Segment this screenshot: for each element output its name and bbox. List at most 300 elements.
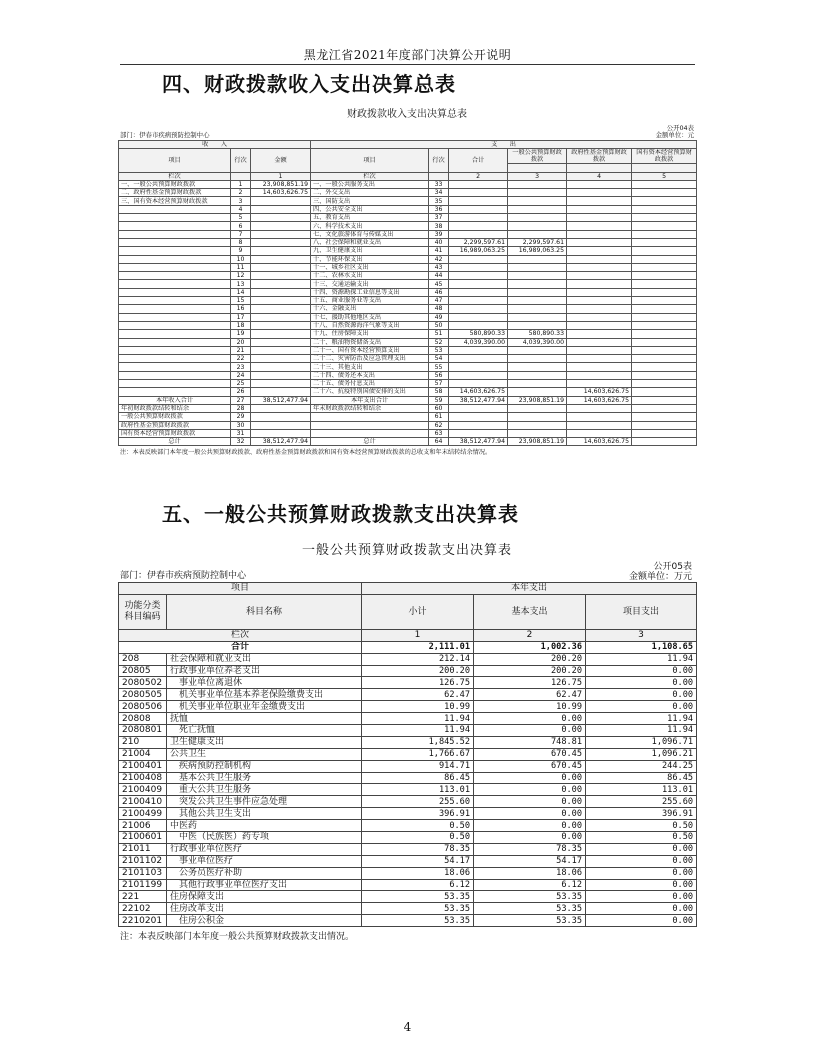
table-row xyxy=(119,214,697,222)
table-row xyxy=(119,879,697,891)
table-cell xyxy=(508,313,567,321)
table-cell: 死亡抚恤 xyxy=(167,725,362,737)
table-4-unit: 金额单位：元 xyxy=(655,131,694,139)
table-cell xyxy=(119,230,231,238)
table-4-dept: 部门：伊春市疾病预防控制中心 xyxy=(120,131,210,139)
col-name: 科目名称 xyxy=(167,594,362,629)
table-cell: 0.50 xyxy=(362,832,474,844)
table-cell: 59 xyxy=(429,396,449,404)
table-cell: 7 xyxy=(231,230,251,238)
table-row xyxy=(119,653,697,665)
table-cell: 中医（民族医）药专项 xyxy=(167,832,362,844)
table-cell xyxy=(632,263,697,271)
table-cell xyxy=(632,371,697,379)
table-cell: 2,299,597.61 xyxy=(508,238,567,246)
table-cell: 53.35 xyxy=(474,891,586,903)
table-cell: 200.20 xyxy=(474,665,586,677)
table-cell: 2100499 xyxy=(119,808,167,820)
table-cell: 55 xyxy=(429,363,449,371)
table-cell xyxy=(567,180,632,188)
table-cell xyxy=(251,280,311,288)
table-row xyxy=(119,355,697,363)
table-cell: 38,512,477.94 xyxy=(251,438,311,446)
table-row xyxy=(119,903,697,915)
table-cell xyxy=(567,272,632,280)
table-cell: 62.47 xyxy=(362,689,474,701)
col-total: 合计 xyxy=(449,149,508,172)
table-cell: 48 xyxy=(429,305,449,313)
table-cell: 二十二、灾害防治及应急管理支出 xyxy=(311,355,429,363)
table-cell xyxy=(449,313,508,321)
table-cell: 二十一、国有资本经营预算支出 xyxy=(311,346,429,354)
table-cell xyxy=(632,338,697,346)
table-cell: 47 xyxy=(429,297,449,305)
table-cell xyxy=(311,413,429,421)
table-cell: 23,908,851.19 xyxy=(508,396,567,404)
table-cell xyxy=(119,338,231,346)
idx5-3: 3 xyxy=(586,629,697,641)
table-cell: 22102 xyxy=(119,903,167,915)
table-cell: 卫生健康支出 xyxy=(167,736,362,748)
table-cell: 七、文化旅游体育与传媒支出 xyxy=(311,230,429,238)
table-cell: 十二、农林水支出 xyxy=(311,272,429,280)
table-cell: 14,603,626.75 xyxy=(567,396,632,404)
table-cell: 0.00 xyxy=(474,832,586,844)
table-cell: 24 xyxy=(231,371,251,379)
table-cell xyxy=(508,404,567,412)
table-cell xyxy=(508,346,567,354)
table-row xyxy=(119,321,697,329)
table-row xyxy=(119,772,697,784)
table-5-group-header xyxy=(119,583,697,595)
table-cell: 六、科学技术支出 xyxy=(311,222,429,230)
table-cell: 44 xyxy=(429,272,449,280)
table-cell: 22 xyxy=(231,355,251,363)
table-cell: 86.45 xyxy=(362,772,474,784)
table-cell: 36 xyxy=(429,205,449,213)
table-cell: 29 xyxy=(231,413,251,421)
table-cell: 2210201 xyxy=(119,915,167,927)
table-cell xyxy=(119,330,231,338)
col-subtotal: 小计 xyxy=(362,594,474,629)
table-5-meta xyxy=(118,562,696,582)
table-4-group-header xyxy=(119,141,697,149)
table-cell: 20805 xyxy=(119,665,167,677)
table-cell: 0.00 xyxy=(586,855,697,867)
idx-5: 5 xyxy=(632,172,697,180)
table-cell: 1,845.52 xyxy=(362,736,474,748)
table-cell xyxy=(119,222,231,230)
table-cell xyxy=(567,404,632,412)
table-cell xyxy=(632,321,697,329)
table-cell xyxy=(251,305,311,313)
table-cell: 0.50 xyxy=(586,820,697,832)
table-cell: 0.00 xyxy=(474,725,586,737)
section-5-title: 五、一般公共预算财政拨款支出决算表 xyxy=(162,502,519,526)
table-cell xyxy=(119,205,231,213)
table-cell: 2100409 xyxy=(119,784,167,796)
table-cell: 二十、粮油物资储备支出 xyxy=(311,338,429,346)
col-line-expense: 行次 xyxy=(429,149,449,172)
table-cell xyxy=(508,305,567,313)
idx-2: 2 xyxy=(449,172,508,180)
table-cell: 2080506 xyxy=(119,701,167,713)
table-4 xyxy=(118,140,697,446)
table-cell xyxy=(632,230,697,238)
table-cell: 56 xyxy=(429,371,449,379)
table-cell: 6.12 xyxy=(474,879,586,891)
table-cell xyxy=(567,429,632,437)
table-cell: 11.94 xyxy=(586,653,697,665)
table-cell: 33 xyxy=(429,180,449,188)
table-cell xyxy=(449,263,508,271)
table-cell: 670.45 xyxy=(474,748,586,760)
table-cell xyxy=(119,321,231,329)
table-cell xyxy=(632,288,697,296)
table-cell: 0.00 xyxy=(474,796,586,808)
page-number: 4 xyxy=(403,1020,412,1034)
table-cell: 基本公共卫生服务 xyxy=(167,772,362,784)
table-cell xyxy=(119,263,231,271)
col-general: 一般公共预算财政拨款 xyxy=(508,149,567,164)
col-project-exp: 项目支出 xyxy=(586,594,697,629)
table-4-caption: 财政拨款收入支出决算总表 xyxy=(347,109,467,120)
table-cell xyxy=(119,371,231,379)
table-cell xyxy=(508,197,567,205)
table-cell xyxy=(632,222,697,230)
table-cell: 国有资本经营预算财政拨款 xyxy=(119,429,231,437)
table-row xyxy=(119,247,697,255)
table-cell xyxy=(567,330,632,338)
table-cell: 53 xyxy=(429,346,449,354)
table-cell: 396.91 xyxy=(586,808,697,820)
table-row xyxy=(119,272,697,280)
table-row xyxy=(119,796,697,808)
table-cell xyxy=(567,371,632,379)
table-cell: 0.00 xyxy=(474,808,586,820)
table-cell xyxy=(508,214,567,222)
table-cell xyxy=(508,180,567,188)
table-cell: 16,989,063.25 xyxy=(449,247,508,255)
table-row xyxy=(119,843,697,855)
table-cell: 1,096.21 xyxy=(586,748,697,760)
table-cell xyxy=(632,363,697,371)
table-cell: 其他行政事业单位医疗支出 xyxy=(167,879,362,891)
table-cell: 17 xyxy=(231,313,251,321)
table-cell xyxy=(567,355,632,363)
table-5-dept: 部门：伊春市疾病预防控制中心 xyxy=(120,571,247,581)
table-cell xyxy=(632,238,697,246)
table-cell: 2100401 xyxy=(119,760,167,772)
table-cell: 0.00 xyxy=(586,867,697,879)
table-cell: 一般公共预算财政拨款 xyxy=(119,413,231,421)
table-cell: 53.35 xyxy=(474,903,586,915)
table-cell xyxy=(508,280,567,288)
table-cell xyxy=(508,321,567,329)
table-cell xyxy=(508,205,567,213)
table-cell xyxy=(508,288,567,296)
table-cell xyxy=(251,404,311,412)
col-fund: 政府性基金预算财政拨款 xyxy=(567,149,632,164)
table-cell: 53.35 xyxy=(362,891,474,903)
table-cell: 十一、城乡社区支出 xyxy=(311,263,429,271)
col-current: 本年支出 xyxy=(362,583,697,595)
table-row xyxy=(119,313,697,321)
table-cell xyxy=(632,404,697,412)
table-cell xyxy=(567,305,632,313)
table-row xyxy=(119,255,697,263)
table-row xyxy=(119,413,697,421)
table-cell: 25 xyxy=(231,380,251,388)
expense-header: 支 出 xyxy=(311,141,697,149)
table-cell xyxy=(251,214,311,222)
table-cell: 0.50 xyxy=(362,820,474,832)
table-cell: 总计 xyxy=(311,438,429,446)
table-cell: 41 xyxy=(429,247,449,255)
table-cell: 公务员医疗补助 xyxy=(167,867,362,879)
table-row xyxy=(119,713,697,725)
table-cell: 11.94 xyxy=(362,725,474,737)
table-row xyxy=(119,305,697,313)
table-cell: 30 xyxy=(231,421,251,429)
table-cell: 210 xyxy=(119,736,167,748)
table-cell xyxy=(632,330,697,338)
table-cell: 住房保障支出 xyxy=(167,891,362,903)
table-cell: 一、一般公共预算财政拨款 xyxy=(119,180,231,188)
table-cell xyxy=(251,355,311,363)
table-cell xyxy=(251,388,311,396)
table-cell: 0.00 xyxy=(586,665,697,677)
table-cell xyxy=(508,272,567,280)
table-cell xyxy=(632,388,697,396)
table-row xyxy=(119,891,697,903)
table-cell xyxy=(119,388,231,396)
table-cell xyxy=(567,297,632,305)
table-cell: 1,766.67 xyxy=(362,748,474,760)
table-cell: 2100408 xyxy=(119,772,167,784)
table-cell: 14,603,626.75 xyxy=(251,189,311,197)
table-cell xyxy=(508,413,567,421)
table-cell xyxy=(119,313,231,321)
col-project: 项目 xyxy=(119,583,362,595)
table-cell: 255.60 xyxy=(362,796,474,808)
table-cell xyxy=(449,321,508,329)
table-cell: 2080502 xyxy=(119,677,167,689)
table-row xyxy=(119,725,697,737)
table-cell: 113.01 xyxy=(362,784,474,796)
table-row xyxy=(119,808,697,820)
table-row xyxy=(119,338,697,346)
table-cell: 社会保障和就业支出 xyxy=(167,653,362,665)
table-cell xyxy=(567,288,632,296)
table-cell: 5 xyxy=(231,214,251,222)
table-row xyxy=(119,396,697,404)
table-cell: 200.20 xyxy=(362,665,474,677)
table-cell: 6 xyxy=(231,222,251,230)
table-cell: 0.00 xyxy=(586,689,697,701)
table-cell: 三、国防支出 xyxy=(311,197,429,205)
table-cell: 住房公积金 xyxy=(167,915,362,927)
table-cell: 60 xyxy=(429,404,449,412)
table-cell xyxy=(449,371,508,379)
line-label-expense: 栏次 xyxy=(311,172,429,180)
table-cell: 8 xyxy=(231,238,251,246)
table-cell: 重大公共卫生服务 xyxy=(167,784,362,796)
table-cell: 事业单位离退休 xyxy=(167,677,362,689)
table-cell xyxy=(632,438,697,446)
table-cell: 11.94 xyxy=(586,725,697,737)
table-cell xyxy=(632,205,697,213)
table-row xyxy=(119,832,697,844)
table-cell xyxy=(632,305,697,313)
table-cell xyxy=(567,413,632,421)
table-cell: 二十六、抗疫特别国债安排的支出 xyxy=(311,388,429,396)
table-cell: 78.35 xyxy=(362,843,474,855)
table-cell xyxy=(119,272,231,280)
table-cell xyxy=(567,230,632,238)
table-4-code: 公开04表 xyxy=(666,124,694,132)
table-cell: 58 xyxy=(429,388,449,396)
table-cell xyxy=(508,388,567,396)
table-cell: 3 xyxy=(231,197,251,205)
table-cell xyxy=(119,214,231,222)
table-cell: 2101103 xyxy=(119,867,167,879)
table-row xyxy=(119,915,697,927)
table-5-container xyxy=(118,540,696,942)
table-cell: 二、政府性基金预算财政拨款 xyxy=(119,189,231,197)
table-cell: 23,908,851.19 xyxy=(508,438,567,446)
table-cell: 五、教育支出 xyxy=(311,214,429,222)
table-cell: 53.35 xyxy=(474,915,586,927)
table-cell: 4 xyxy=(231,205,251,213)
idx-4: 4 xyxy=(567,172,632,180)
table-cell: 年末财政拨款结转和结余 xyxy=(311,404,429,412)
table-cell xyxy=(508,421,567,429)
table-cell: 0.00 xyxy=(474,713,586,725)
table-cell xyxy=(449,230,508,238)
table-cell: 212.14 xyxy=(362,653,474,665)
table-cell xyxy=(311,421,429,429)
table-cell: 0.00 xyxy=(474,772,586,784)
table-cell xyxy=(119,355,231,363)
table-cell xyxy=(632,247,697,255)
table-cell xyxy=(449,380,508,388)
table-row xyxy=(119,748,697,760)
table-cell xyxy=(632,313,697,321)
total-basic: 1,002.36 xyxy=(474,641,586,653)
table-row xyxy=(119,784,697,796)
table-cell: 突发公共卫生事件应急处理 xyxy=(167,796,362,808)
table-cell: 0.50 xyxy=(586,832,697,844)
table-row xyxy=(119,429,697,437)
table-cell: 十五、商业服务业等支出 xyxy=(311,297,429,305)
table-cell xyxy=(449,305,508,313)
table-cell: 18 xyxy=(231,321,251,329)
table-cell: 4,039,390.00 xyxy=(508,338,567,346)
table-cell: 机关事业单位基本养老保险缴费支出 xyxy=(167,689,362,701)
table-cell: 64 xyxy=(429,438,449,446)
table-cell: 年初财政拨款结转和结余 xyxy=(119,404,231,412)
table-cell: 本年支出合计 xyxy=(311,396,429,404)
table-cell: 52 xyxy=(429,338,449,346)
table-row xyxy=(119,867,697,879)
table-cell: 10.99 xyxy=(362,701,474,713)
table-cell xyxy=(632,189,697,197)
table-cell: 十八、自然资源海洋气象等支出 xyxy=(311,321,429,329)
table-5 xyxy=(118,582,697,927)
table-cell: 2100601 xyxy=(119,832,167,844)
table-cell: 2080801 xyxy=(119,725,167,737)
table-cell: 18.06 xyxy=(362,867,474,879)
table-row xyxy=(119,222,697,230)
table-cell: 26 xyxy=(231,388,251,396)
table-cell xyxy=(567,363,632,371)
table-cell: 抚恤 xyxy=(167,713,362,725)
table-cell: 事业单位医疗 xyxy=(167,855,362,867)
table-cell xyxy=(251,313,311,321)
table-cell: 住房改革支出 xyxy=(167,903,362,915)
table-cell: 0.00 xyxy=(474,784,586,796)
table-cell xyxy=(632,429,697,437)
income-header: 收 入 xyxy=(119,141,311,149)
table-cell: 0.00 xyxy=(586,879,697,891)
table-cell: 580,890.33 xyxy=(508,330,567,338)
table-cell xyxy=(251,263,311,271)
table-cell: 1 xyxy=(231,180,251,188)
table-cell: 61 xyxy=(429,413,449,421)
table-4-meta xyxy=(118,124,696,140)
table-cell: 21 xyxy=(231,346,251,354)
table-cell: 十四、资源勘探工业信息等支出 xyxy=(311,288,429,296)
table-cell: 28 xyxy=(231,404,251,412)
table-cell: 15 xyxy=(231,297,251,305)
table-cell: 14,603,626.75 xyxy=(567,438,632,446)
table-row xyxy=(119,380,697,388)
table-cell: 其他公共卫生支出 xyxy=(167,808,362,820)
table-cell xyxy=(632,380,697,388)
table-cell: 23,908,851.19 xyxy=(251,180,311,188)
table-cell: 14,603,626.75 xyxy=(567,388,632,396)
table-cell xyxy=(567,321,632,329)
idx5-1: 1 xyxy=(362,629,474,641)
table-cell: 62 xyxy=(429,421,449,429)
table-row xyxy=(119,689,697,701)
table-cell xyxy=(567,205,632,213)
table-cell: 四、公共安全支出 xyxy=(311,205,429,213)
table-cell xyxy=(632,280,697,288)
table-cell xyxy=(251,238,311,246)
table-cell: 54.17 xyxy=(362,855,474,867)
table-cell xyxy=(567,238,632,246)
table-cell xyxy=(567,280,632,288)
table-cell: 十三、交通运输支出 xyxy=(311,280,429,288)
table-cell xyxy=(251,380,311,388)
table-cell xyxy=(449,189,508,197)
table-cell xyxy=(311,429,429,437)
table-cell: 54.17 xyxy=(474,855,586,867)
table-cell: 38,512,477.94 xyxy=(449,396,508,404)
table-cell: 63 xyxy=(429,429,449,437)
header-rule xyxy=(120,64,695,65)
table-cell xyxy=(449,272,508,280)
table-cell xyxy=(567,313,632,321)
table-5-caption: 一般公共预算财政拨款支出决算表 xyxy=(301,543,512,558)
table-cell: 本年收入合计 xyxy=(119,396,231,404)
table-row xyxy=(119,677,697,689)
table-cell: 0.00 xyxy=(586,903,697,915)
table-cell xyxy=(567,222,632,230)
table-cell: 37 xyxy=(429,214,449,222)
